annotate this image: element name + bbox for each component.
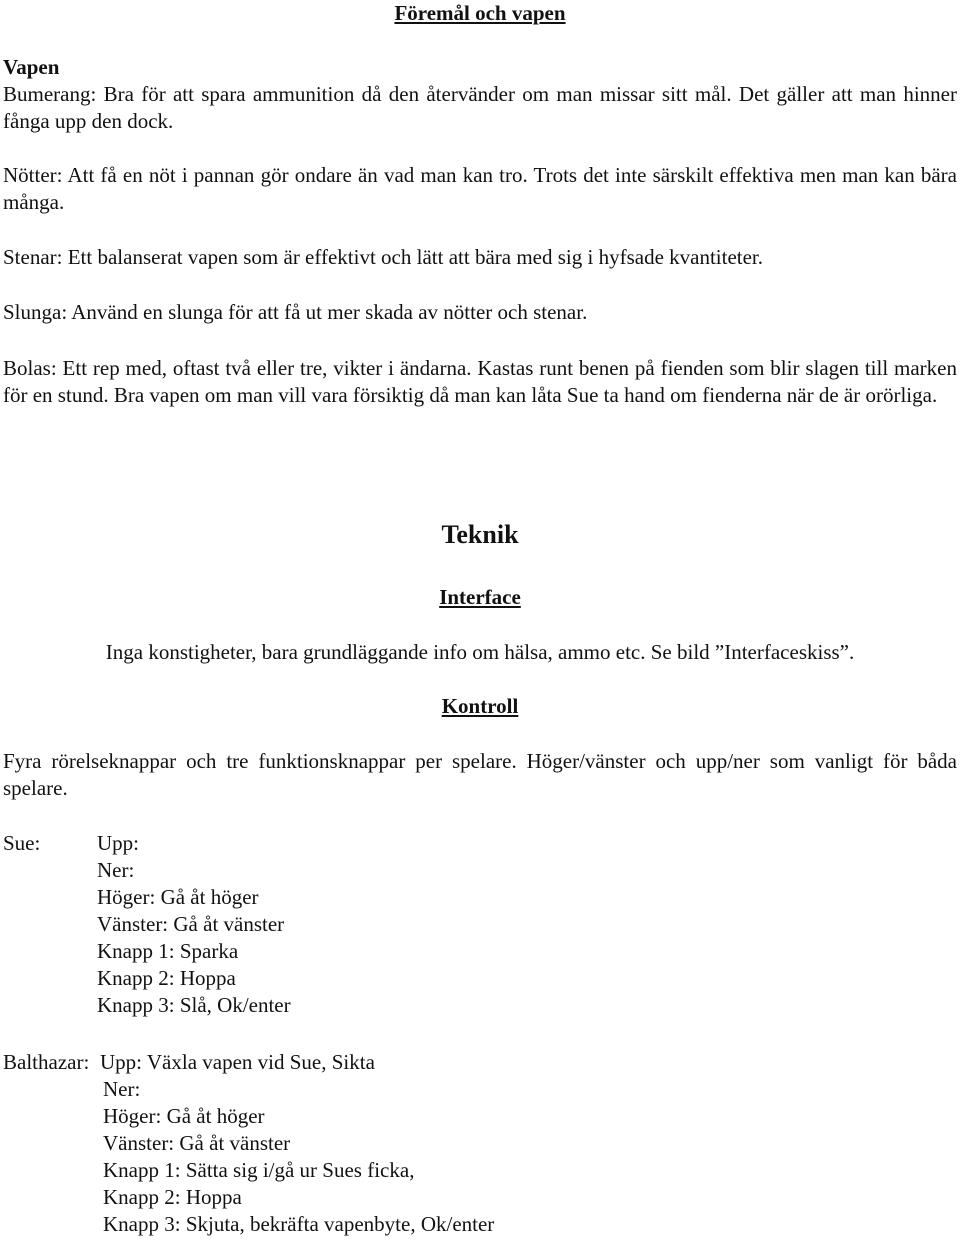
balthazar-key-button-3: Knapp 3: Skjuta, bekräfta vapenbyte, Ok/enter xyxy=(103,1212,495,1236)
player-name-balthazar: Balthazar: xyxy=(3,1050,90,1074)
teknik-heading: Teknik xyxy=(441,520,519,549)
balthazar-key-button-2: Knapp 2: Hoppa xyxy=(103,1185,242,1209)
weapons-section xyxy=(3,54,957,135)
sue-key-button-1: Knapp 1: Sparka xyxy=(97,939,239,963)
weapon-boomerang: Bumerang: Bra för att spara ammunition då den återvänder om man missar sitt mål. Det gäller att man hinner fånga upp den dock. xyxy=(3,82,957,133)
balthazar-key-left: Vänster: Gå åt vänster xyxy=(103,1131,291,1155)
weapons-heading: Vapen xyxy=(3,55,60,79)
balthazar-key-list xyxy=(100,1049,494,1238)
balthazar-key-up: Upp: Växla vapen vid Sue, Sikta xyxy=(100,1050,375,1074)
sue-key-button-3: Knapp 3: Slå, Ok/enter xyxy=(97,993,291,1017)
sue-key-button-2: Knapp 2: Hoppa xyxy=(97,966,236,990)
sue-key-list xyxy=(97,830,291,1019)
interface-heading: Interface xyxy=(439,585,521,609)
kontroll-heading: Kontroll xyxy=(441,694,519,718)
balthazar-key-down: Ner: xyxy=(103,1077,141,1101)
kontroll-text: Fyra rörelseknappar och tre funktionsknappar per spelare. Höger/vänster och upp/ner som vanligt för båda spelare. xyxy=(3,749,957,800)
sue-key-left: Vänster: Gå åt vänster xyxy=(97,912,285,936)
weapon-stones: Stenar: Ett balanserat vapen som är effektivt och lätt att bära med sig i hyfsade kvantiteter. xyxy=(3,245,764,269)
balthazar-key-button-1: Knapp 1: Sätta sig i/gå ur Sues ficka, xyxy=(103,1158,415,1182)
page-title: Föremål och vapen xyxy=(394,1,566,25)
weapon-sling: Slunga: Använd en slunga för att få ut mer skada av nötter och stenar. xyxy=(3,300,588,324)
balthazar-key-right: Höger: Gå åt höger xyxy=(103,1104,265,1128)
weapon-nuts: Nötter: Att få en nöt i pannan gör ondare än vad man kan tro. Trots det inte särskilt effektiva men man kan bära många. xyxy=(3,163,957,214)
interface-text: Inga konstigheter, bara grundläggande info om hälsa, ammo etc. Se bild ”Interfaceskiss”. xyxy=(105,640,855,664)
player-name-sue: Sue: xyxy=(3,831,41,855)
weapon-bolas: Bolas: Ett rep med, oftast två eller tre, vikter i ändarna. Kastas runt benen på fienden som blir slagen till marken för en stund. Bra vapen om man vill vara försiktig då man kan låta Sue ta hand om fienderna när de är orörliga. xyxy=(3,356,957,407)
sue-key-right: Höger: Gå åt höger xyxy=(97,885,259,909)
sue-key-down: Ner: xyxy=(97,858,135,882)
sue-key-up: Upp: xyxy=(97,831,139,855)
